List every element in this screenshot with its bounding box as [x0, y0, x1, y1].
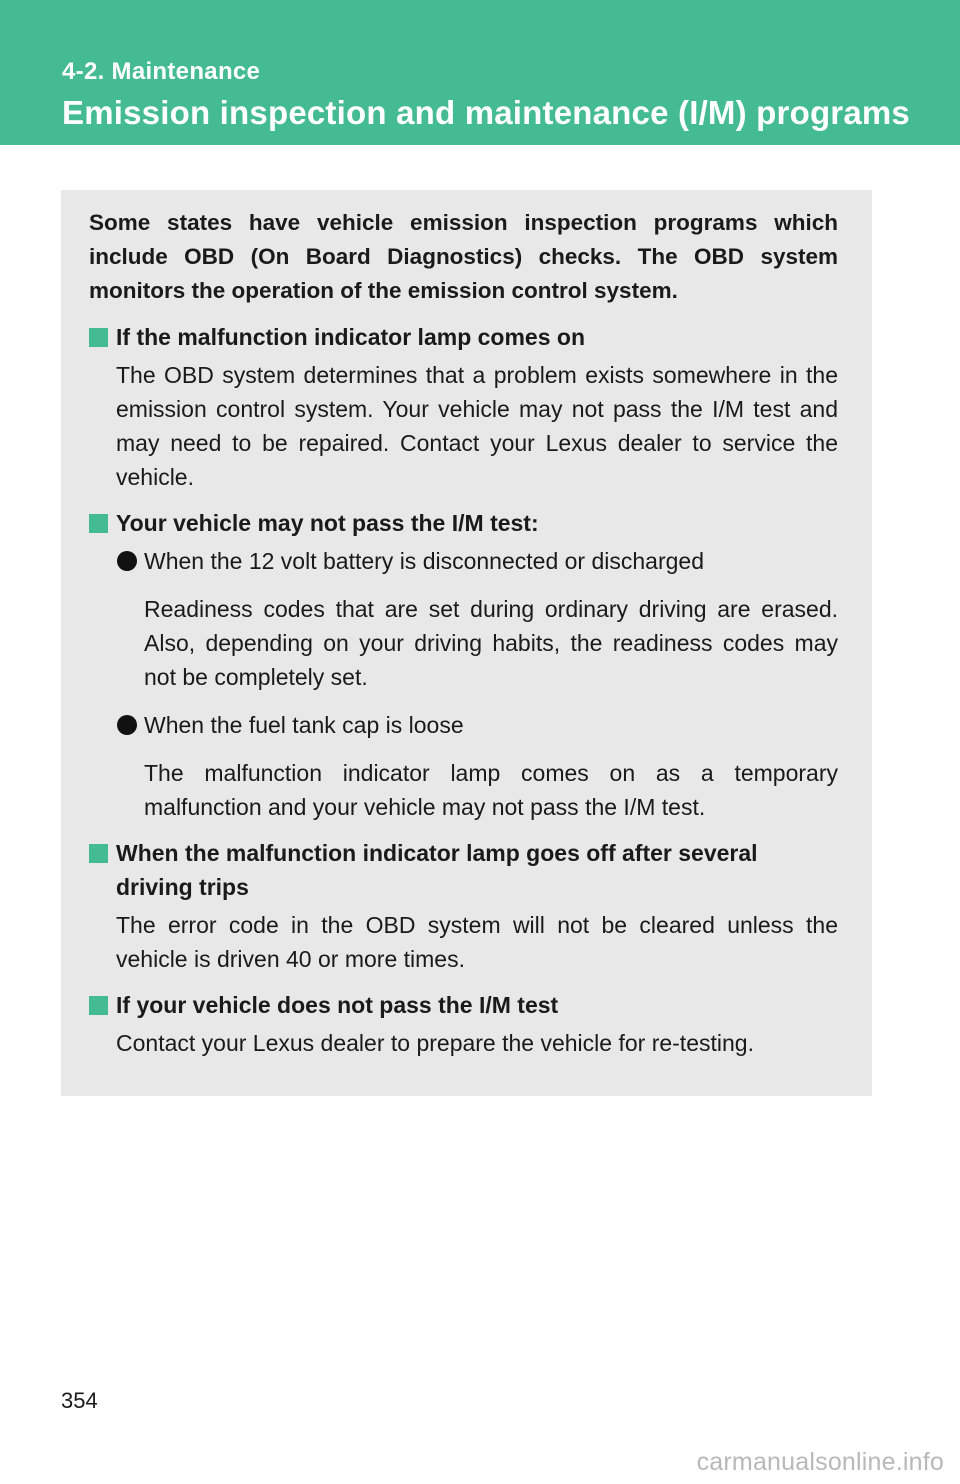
- bullet-detail: Readiness codes that are set during ordinary driving are erased. Also, depending on your driving habits, the readiness codes may not be completely set.: [144, 596, 838, 690]
- bullet-label: When the 12 volt battery is disconnected or discharged: [144, 548, 704, 574]
- square-bullet-icon: [89, 844, 108, 863]
- square-bullet-icon: [89, 996, 108, 1015]
- topic-heading: [89, 836, 838, 904]
- topic-heading-text: If the malfunction indicator lamp comes on: [116, 324, 585, 350]
- bullet-label: When the fuel tank cap is loose: [144, 712, 464, 738]
- topic-body: The error code in the OBD system will not be cleared unless the vehicle is driven 40 or more times.: [116, 912, 838, 972]
- circle-bullet-icon: [117, 551, 137, 571]
- circle-bullet-icon: [117, 715, 137, 735]
- topic-lamp-goes-off: [89, 836, 838, 976]
- section-label: 4-2. Maintenance: [62, 58, 261, 85]
- topic-heading: [89, 506, 838, 540]
- watermark: carmanualsonline.info: [696, 1448, 944, 1476]
- info-box: [61, 190, 872, 1096]
- list-item: [89, 708, 838, 742]
- topic-heading-text: When the malfunction indicator lamp goes off after several driving trips: [116, 840, 758, 900]
- topic-may-not-pass: [89, 506, 838, 824]
- topic-does-not-pass: [89, 988, 838, 1060]
- page-number: 354: [61, 1388, 98, 1413]
- topic-heading-text: Your vehicle may not pass the I/M test:: [116, 510, 539, 536]
- bullet-detail: The malfunction indicator lamp comes on as a temporary malfunction and your vehicle may not pass the I/M test.: [144, 760, 838, 820]
- square-bullet-icon: [89, 328, 108, 347]
- topic-heading-text: If your vehicle does not pass the I/M test: [116, 992, 559, 1018]
- intro-text: Some states have vehicle emission inspection programs which include OBD (On Board Diagnostics) checks. The OBD system monitors the operation of the emission control system.: [89, 210, 838, 303]
- topic-body: The OBD system determines that a problem exists somewhere in the emission control system. Your vehicle may not pass the I/M test and may need to be repaired. Contact your Lexus dealer to service the vehicle.: [116, 362, 838, 490]
- topic-heading: [89, 988, 838, 1022]
- page-title: Emission inspection and maintenance (I/M) programs: [62, 94, 910, 131]
- topic-body: Contact your Lexus dealer to prepare the vehicle for re-testing.: [116, 1030, 754, 1056]
- list-item: [89, 544, 838, 578]
- topic-heading: [89, 320, 838, 354]
- square-bullet-icon: [89, 514, 108, 533]
- topic-malfunction-lamp-on: [89, 320, 838, 494]
